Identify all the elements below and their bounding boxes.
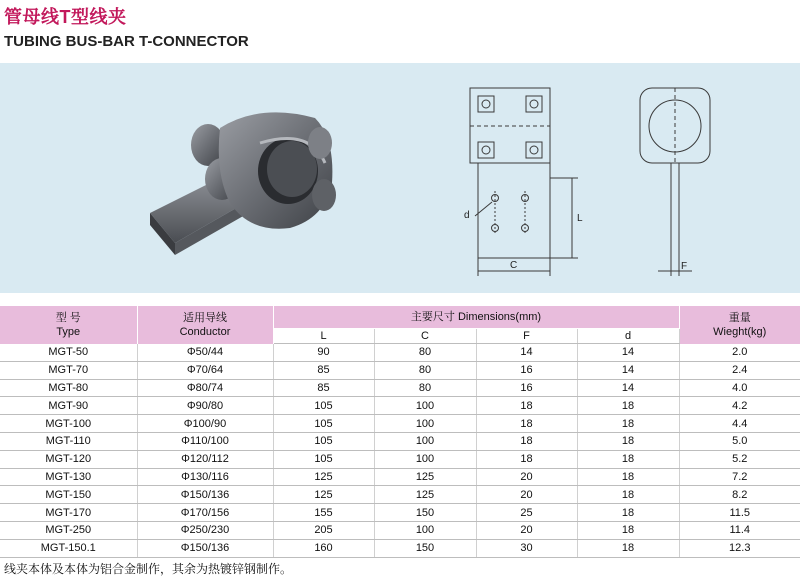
cell-c: 150 [374,539,476,557]
material-note: 线夹本体及本体为铝合金制作，其余为热镀锌钢制作。 [4,562,293,576]
cell-l: 160 [273,539,374,557]
table-row [0,415,800,433]
cell-type: MGT-150.1 [0,539,137,557]
cell-d: 18 [577,432,679,450]
cell-c: 100 [374,432,476,450]
cell-l: 125 [273,468,374,486]
cell-f: 18 [476,432,577,450]
cell-c: 100 [374,450,476,468]
cell-c: 150 [374,504,476,522]
cell-f: 30 [476,539,577,557]
cell-weight: 12.3 [679,539,800,557]
cell-c: 100 [374,415,476,433]
cell-c: 125 [374,468,476,486]
table-row [0,450,800,468]
cell-l: 85 [273,379,374,397]
table-row [0,344,800,362]
cell-l: 105 [273,397,374,415]
cell-type: MGT-100 [0,415,137,433]
cell-conductor: Φ100/90 [137,415,273,433]
product-illustration-panel [0,63,800,293]
cell-weight: 7.2 [679,468,800,486]
header-C: C [374,329,476,344]
cell-d: 18 [577,397,679,415]
cell-conductor: Φ130/116 [137,468,273,486]
table-row [0,397,800,415]
cell-type: MGT-250 [0,521,137,539]
cell-l: 155 [273,504,374,522]
connector-photo [110,83,410,283]
table-row [0,521,800,539]
cell-type: MGT-150 [0,486,137,504]
header-type: 型 号 Type [0,306,137,344]
cell-f: 14 [476,344,577,362]
cell-conductor: Φ110/100 [137,432,273,450]
header-conductor: 适用导线 Conductor [137,306,273,344]
table-row [0,504,800,522]
cell-weight: 11.5 [679,504,800,522]
cell-c: 100 [374,521,476,539]
cell-c: 80 [374,361,476,379]
dim-label-d: d [464,210,470,221]
cell-conductor: Φ250/230 [137,521,273,539]
cell-weight: 2.0 [679,344,800,362]
cell-conductor: Φ80/74 [137,379,273,397]
cell-weight: 4.0 [679,379,800,397]
cell-weight: 8.2 [679,486,800,504]
cell-conductor: Φ120/112 [137,450,273,468]
cell-conductor: Φ50/44 [137,344,273,362]
cell-c: 100 [374,397,476,415]
cell-conductor: Φ150/136 [137,486,273,504]
cell-f: 18 [476,450,577,468]
cell-weight: 5.0 [679,432,800,450]
title-en: TUBING BUS-BAR T-CONNECTOR [4,33,249,50]
cell-l: 105 [273,450,374,468]
cell-type: MGT-130 [0,468,137,486]
cell-f: 20 [476,486,577,504]
dim-label-F: F [681,261,688,272]
cell-type: MGT-80 [0,379,137,397]
table-row [0,468,800,486]
cell-c: 80 [374,344,476,362]
cell-type: MGT-90 [0,397,137,415]
cell-d: 18 [577,468,679,486]
cell-l: 90 [273,344,374,362]
header-weight: 重量 Wieght(kg) [679,306,800,344]
cell-f: 16 [476,361,577,379]
cell-c: 125 [374,486,476,504]
cell-d: 18 [577,539,679,557]
header-L: L [273,329,374,344]
cell-d: 18 [577,450,679,468]
cell-type: MGT-170 [0,504,137,522]
cell-d: 18 [577,415,679,433]
cell-f: 20 [476,521,577,539]
cell-weight: 2.4 [679,361,800,379]
cell-l: 205 [273,521,374,539]
table-row [0,379,800,397]
cell-type: MGT-50 [0,344,137,362]
cell-type: MGT-110 [0,432,137,450]
cell-c: 80 [374,379,476,397]
cell-l: 125 [273,486,374,504]
cell-d: 14 [577,379,679,397]
header-d: d [577,329,679,344]
dim-label-C: C [510,260,518,271]
cell-type: MGT-120 [0,450,137,468]
cell-d: 18 [577,504,679,522]
spec-table-body [0,344,800,558]
cell-f: 18 [476,415,577,433]
header-F: F [476,329,577,344]
spec-table [0,306,800,558]
table-row [0,432,800,450]
dim-label-L: L [577,213,583,224]
cell-d: 18 [577,486,679,504]
cell-weight: 4.2 [679,397,800,415]
header-dimensions: 主要尺寸 Dimensions(mm) [273,306,679,329]
cell-f: 16 [476,379,577,397]
cell-conductor: Φ90/80 [137,397,273,415]
cell-l: 105 [273,432,374,450]
table-row [0,539,800,557]
cell-d: 14 [577,361,679,379]
cell-d: 14 [577,344,679,362]
cell-d: 18 [577,521,679,539]
cell-f: 18 [476,397,577,415]
cell-conductor: Φ70/64 [137,361,273,379]
cell-weight: 5.2 [679,450,800,468]
cell-l: 105 [273,415,374,433]
cell-type: MGT-70 [0,361,137,379]
table-row [0,486,800,504]
cell-conductor: Φ150/136 [137,539,273,557]
cell-f: 25 [476,504,577,522]
cell-l: 85 [273,361,374,379]
cell-f: 20 [476,468,577,486]
cell-weight: 4.4 [679,415,800,433]
table-row [0,361,800,379]
cell-weight: 11.4 [679,521,800,539]
cell-conductor: Φ170/156 [137,504,273,522]
title-cn: 管母线T型线夹 [4,7,127,27]
technical-drawing [440,78,740,288]
